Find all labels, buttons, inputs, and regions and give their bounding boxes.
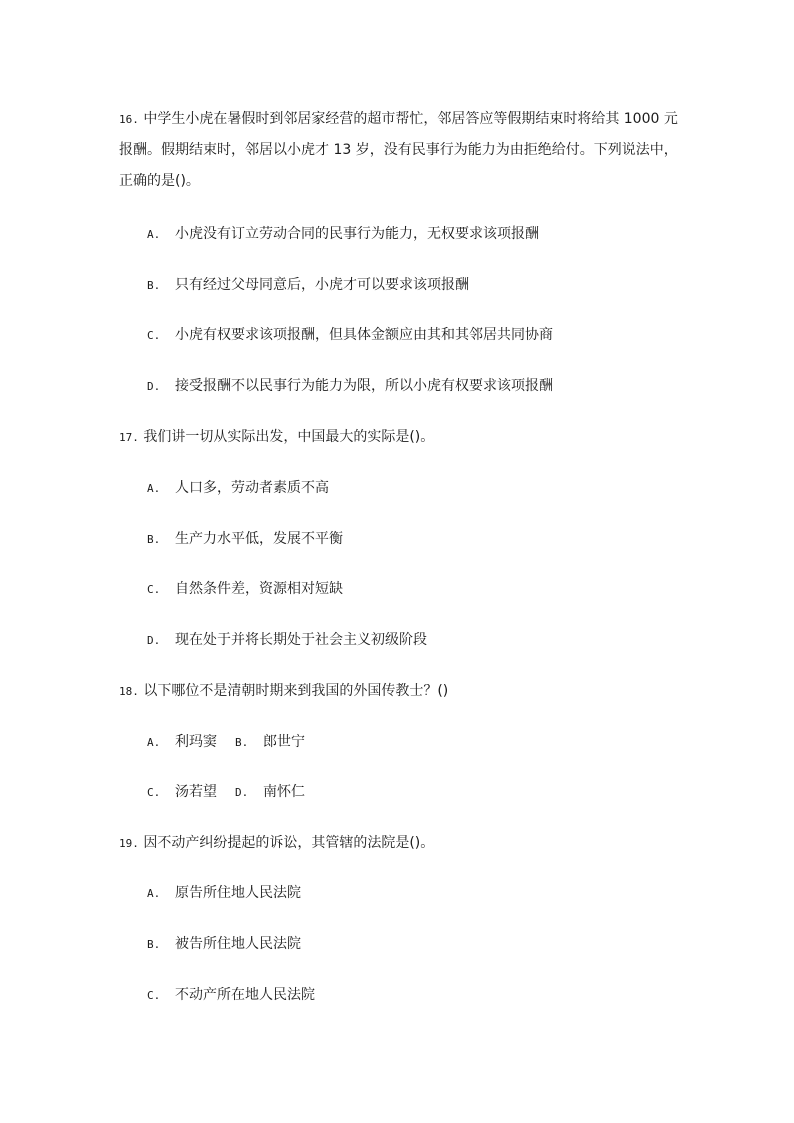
option-letter: A. — [147, 887, 161, 900]
option-text: 生产力水平低，发展不平衡 — [175, 531, 343, 547]
option-text: 利玛窦 — [175, 734, 217, 750]
question-text: 因不动产纠纷提起的诉讼，其管辖的法院是()。 — [143, 835, 435, 851]
question-number: 16. — [119, 113, 139, 126]
option-text: 小虎没有订立劳动合同的民事行为能力，无权要求该项报酬 — [175, 226, 539, 242]
option-text: 只有经过父母同意后，小虎才可以要求该项报酬 — [175, 277, 469, 293]
option-letter: B. — [147, 533, 161, 546]
option-letter: A. — [147, 228, 161, 241]
option-text: 汤若望 — [175, 784, 217, 800]
option-letter: D. — [147, 634, 161, 647]
option-17-a — [147, 478, 329, 499]
option-letter: C. — [147, 329, 161, 342]
option-letter: D. — [235, 786, 249, 799]
question-text: 中学生小虎在暑假时到邻居家经营的超市帮忙，邻居答应等假期结束时将给其 1000 元 — [143, 111, 678, 127]
question-number: 17. — [119, 431, 139, 444]
option-16-c — [147, 325, 553, 346]
option-letter: B. — [147, 938, 161, 951]
question-16-line-2: 报酬。假期结束时，邻居以小虎才 13 岁，没有民事行为能力为由拒绝给付。下列说法中， — [119, 142, 678, 158]
option-16-b — [147, 275, 469, 296]
option-letter: C. — [147, 989, 161, 1002]
option-text: 自然条件差，资源相对短缺 — [175, 581, 343, 597]
option-row-18-cd — [147, 782, 305, 803]
option-19-b — [147, 934, 301, 955]
question-number: 18. — [119, 685, 139, 698]
option-19-a — [147, 883, 301, 904]
option-letter: B. — [235, 736, 249, 749]
option-text: 小虎有权要求该项报酬，但具体金额应由其和其邻居共同协商 — [175, 327, 553, 343]
question-text: 以下哪位不是清朝时期来到我国的外国传教士？() — [143, 683, 449, 699]
option-text: 被告所住地人民法院 — [175, 936, 301, 952]
question-number: 19. — [119, 837, 139, 850]
question-16-line-1 — [119, 109, 678, 130]
option-letter: A. — [147, 736, 161, 749]
question-17-line-1 — [119, 427, 434, 448]
option-text: 现在处于并将长期处于社会主义初级阶段 — [175, 632, 427, 648]
option-letter: C. — [147, 786, 161, 799]
question-19-line-1 — [119, 833, 434, 854]
question-text: 我们讲一切从实际出发，中国最大的实际是()。 — [143, 429, 435, 445]
option-letter: B. — [147, 279, 161, 292]
option-letter: C. — [147, 583, 161, 596]
option-text: 接受报酬不以民事行为能力为限，所以小虎有权要求该项报酬 — [175, 378, 553, 394]
question-18-line-1 — [119, 681, 448, 702]
option-text: 不动产所在地人民法院 — [175, 987, 315, 1003]
option-letter: A. — [147, 482, 161, 495]
option-text: 南怀仁 — [263, 784, 305, 800]
question-16-line-3: 正确的是()。 — [119, 173, 200, 189]
option-16-d — [147, 376, 553, 397]
option-row-18-ab — [147, 732, 305, 753]
option-17-c — [147, 579, 343, 600]
option-text: 原告所住地人民法院 — [175, 885, 301, 901]
option-17-b — [147, 529, 343, 550]
option-17-d — [147, 630, 427, 651]
option-19-c — [147, 985, 315, 1006]
option-16-a — [147, 224, 539, 245]
option-text: 人口多，劳动者素质不高 — [175, 480, 329, 496]
option-letter: D. — [147, 380, 161, 393]
option-text: 郎世宁 — [263, 734, 305, 750]
